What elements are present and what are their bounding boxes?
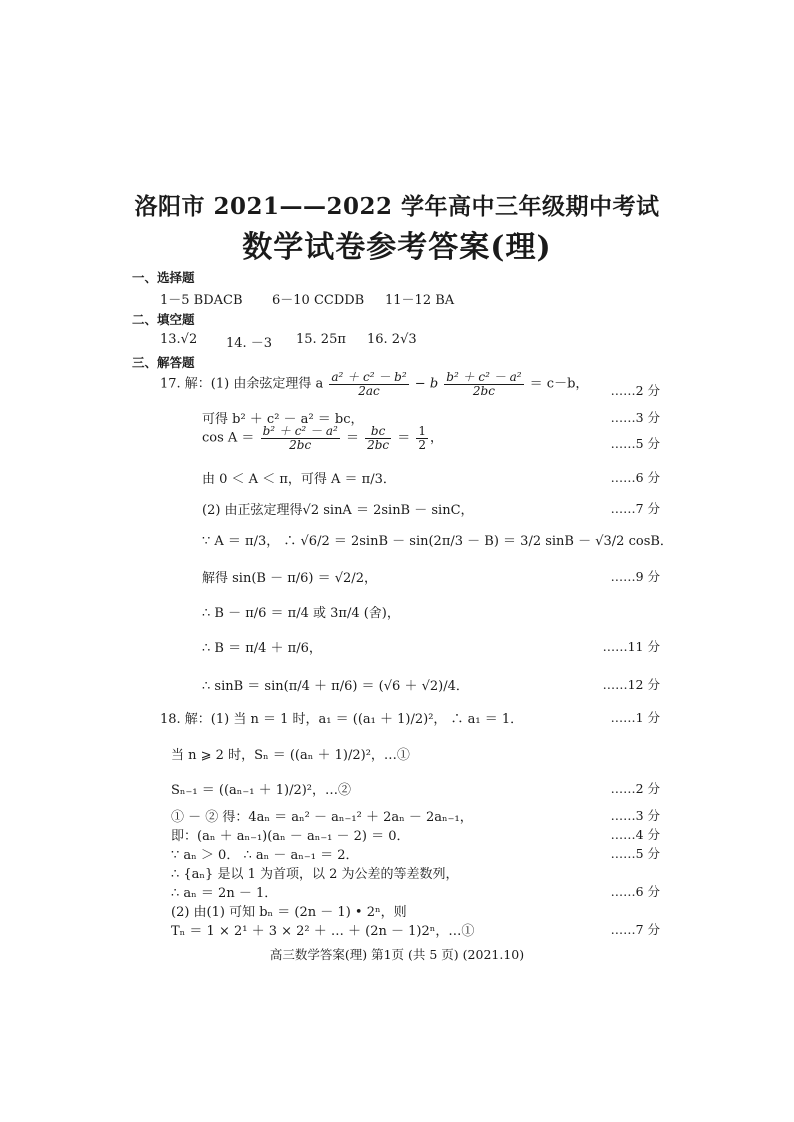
q18-line-1: 18. 解：(1) 当 n ＝ 1 时，a₁ ＝ ((a₁ ＋ 1)/2)²， ∴ a₁ ＝ 1． [160,712,524,727]
q18-line-4: ① － ② 得：4aₙ ＝ aₙ² － aₙ₋₁² ＋ 2aₙ － 2aₙ₋₁， [171,810,473,825]
section-multiple-choice: 一、选择题 [132,270,195,285]
score-3: ……3 分 [610,410,660,425]
q17-line-2: 可得 b² ＋ c² － a² ＝ bc， [202,412,364,427]
score-4b: ……4 分 [610,827,660,842]
score-5b: ……5 分 [610,846,660,861]
page-footer: 高三数学答案(理) 第1页 (共 5 页) (2021.10) [269,947,525,962]
score-7b: ……7 分 [610,922,660,937]
fraction: $\frac{\text{b² ＋ c² － a²}}{2bc}$ [446,370,522,398]
exam-title: 洛阳市 2021——2022 学年高中三年级期中考试 [134,193,660,220]
q18-line-2: 当 n ⩾ 2 时，Sₙ ＝ ((aₙ ＋ 1)/2)²，…① [171,748,410,763]
q18-line-8: ∴ aₙ ＝ 2n － 1． [171,886,278,901]
choice-answers-1: 1－5 BDACB [160,293,243,308]
q17-line-5: (2) 由正弦定理得√2 sinA ＝ 2sinB － sinC， [202,503,474,518]
score-2: ……2 分 [610,383,660,398]
q17-line-1: 17. 解：(1) 由余弦定理得 a $\frac{\text{a² ＋ c² － b²}}{2ac}$ − b $\frac{\text{b² ＋ c² － a²}}{2bc}$ ＝ c－b， [160,370,589,398]
fraction: $\frac{\text{b² ＋ c² － a²}}{2bc}$ [262,424,338,452]
q18-line-6: ∵ aₙ ＞ 0． ∴ aₙ － aₙ₋₁ ＝ 2． [171,848,359,863]
fraction: $\frac{\text{a² ＋ c² － b²}}{2ac}$ [331,370,407,398]
section-solutions: 三、解答题 [132,355,195,370]
q17-line-8: ∴ B － π/6 ＝ π/4 或 3π/4 (舍)， [202,606,400,621]
q17-line-4: 由 0 ＜ A ＜ π，可得 A ＝ π/3． [202,472,396,487]
q17-line-6: ∵ A ＝ π/3， ∴ √6/2 ＝ 2sinB － sin(2π/3 － B) ＝ 3/2 sinB － √3/2 cosB． [202,534,673,549]
q18-line-3: Sₙ₋₁ ＝ ((aₙ₋₁ ＋ 1)/2)²，…② [171,783,352,798]
fraction: $\frac{bc}{2bc}$ [367,424,390,452]
fill-answer-13: 13.√2 [160,332,198,347]
q17-l1-text: 17. 解：(1) 由余弦定理得 a [160,376,324,392]
answer-key-title: 数学试卷参考答案(理) [242,230,552,265]
fill-answer-16: 16. 2√3 [367,332,417,347]
q18-line-7: ∴ {aₙ} 是以 1 为首项，以 2 为公差的等差数列， [171,867,459,882]
score-5: ……5 分 [610,436,660,451]
q17-line-10: ∴ sinB ＝ sin(π/4 ＋ π/6) ＝ (√6 ＋ √2)/4． [202,679,469,694]
choice-answers-3: 11－12 BA [385,293,455,308]
fraction: $\frac{1}{2}$ [418,424,427,452]
score-7: ……7 分 [610,501,660,516]
q17-line-9: ∴ B ＝ π/4 ＋ π/6， [202,641,322,656]
q17-line-3: cos A ＝ $\frac{\text{b² ＋ c² － a²}}{2bc}$ ＝ $\frac{bc}{2bc}$ ＝ $\frac{1}{2}$ ， [202,424,444,452]
fill-answer-15: 15. 25π [296,332,346,347]
q18-line-9: (2) 由(1) 可知 bₙ ＝ (2n － 1) • 2ⁿ，则 [171,905,407,920]
q18-line-10: Tₙ ＝ 1 × 2¹ ＋ 3 × 2² ＋ … ＋ (2n － 1)2ⁿ，…① [171,924,475,939]
q18-line-5: 即：(aₙ ＋ aₙ₋₁)(aₙ － aₙ₋₁ － 2) ＝ 0． [171,829,410,844]
choice-answers-2: 6－10 CCDDB [272,293,365,308]
score-3b: ……3 分 [610,808,660,823]
score-6: ……6 分 [610,470,660,485]
score-12: ……12 分 [602,677,660,692]
score-11: ……11 分 [602,639,660,654]
fill-answer-14: 14. －3 [226,336,273,351]
score-2b: ……2 分 [610,781,660,796]
score-6b: ……6 分 [610,884,660,899]
q17-line-7: 解得 sin(B － π/6) ＝ √2/2， [202,571,377,586]
section-fill-in: 二、填空题 [132,312,195,327]
score-1: ……1 分 [610,710,660,725]
score-9: ……9 分 [610,569,660,584]
